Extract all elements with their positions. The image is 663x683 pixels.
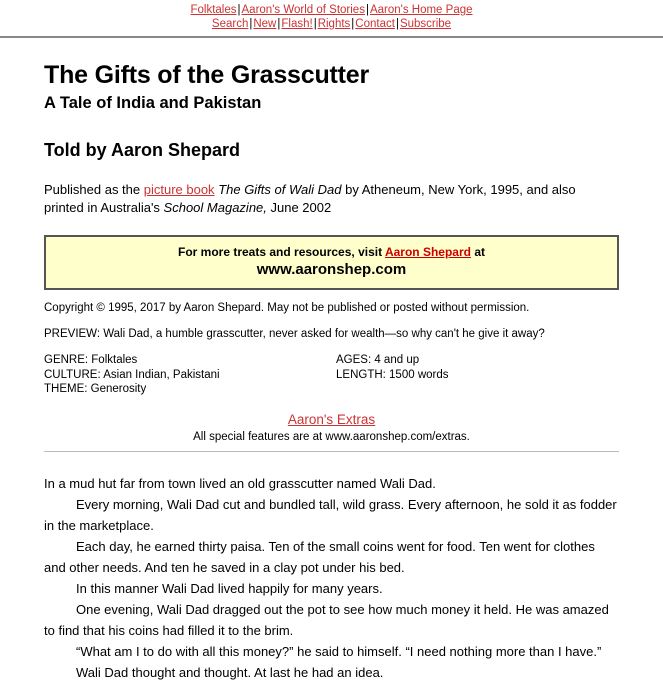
story-paragraph: In a mud hut far from town lived an old grasscutter named Wali Dad. [44, 475, 436, 491]
publication-note [44, 181, 619, 217]
top-navigation [0, 0, 663, 31]
nav-link-flash[interactable]: Flash! [281, 18, 313, 30]
copyright-notice: Copyright © 1995, 2017 by Aaron Shepard. May not be published or posted without permission. [44, 302, 530, 314]
nav-separator: | [237, 4, 241, 16]
story-paragraph: Wali Dad thought and thought. At last he had an idea. [76, 664, 384, 680]
promo-suffix: at [470, 245, 485, 259]
promo-box [44, 235, 619, 290]
story-body [44, 473, 619, 683]
story-divider [44, 451, 619, 452]
publication-middle: by Atheneum, New York, 1995, and also printed in Australia's [44, 182, 576, 215]
nav-link-subscribe[interactable]: Subscribe [399, 18, 452, 30]
nav-separator: | [249, 18, 253, 30]
metadata-length: LENGTH: 1500 words [336, 368, 449, 381]
extras-section [44, 411, 619, 445]
aaron-shepard-link[interactable]: Aaron Shepard [384, 245, 471, 259]
metadata-ages: AGES: 4 and up [336, 354, 420, 366]
header-divider [0, 36, 663, 38]
nav-link-contact[interactable]: Contact [355, 18, 395, 30]
story-paragraph: Each day, he earned thirty paisa. Ten of the small coins went for food. Ten went for clothes and other needs. And ten he saved in a clay pot under his bed. [44, 538, 595, 575]
promo-prefix: For more treats and resources, visit [178, 245, 385, 259]
metadata-table [44, 353, 619, 397]
nav-separator: | [395, 18, 399, 30]
publication-prefix: Published as the [44, 182, 144, 197]
page-subtitle: A Tale of India and Pakistan [44, 94, 262, 112]
story-paragraph: In this manner Wali Dad lived happily for many years. [76, 580, 383, 596]
metadata-row [44, 382, 619, 397]
metadata-empty [336, 382, 619, 397]
nav-separator: | [277, 18, 281, 30]
metadata-culture: CULTURE: Asian Indian, Pakistani [44, 368, 220, 381]
page-content [0, 60, 663, 683]
picture-book-link[interactable]: picture book [143, 182, 215, 197]
aarons-extras-link[interactable]: Aaron's Extras [287, 411, 376, 427]
magazine-title: School Magazine, [163, 200, 267, 215]
nav-link-search[interactable]: Search [211, 18, 249, 30]
story-paragraph: One evening, Wali Dad dragged out the pot to see how much money it held. He was amazed to find that his coins had filled it to the brim. [44, 601, 609, 638]
preview-text: PREVIEW: Wali Dad, a humble grasscutter, never asked for wealth—so why can't he give it away? [44, 328, 545, 340]
nav-separator: | [351, 18, 355, 30]
nav-link-aarons-world-of-stories[interactable]: Aaron's World of Stories [241, 4, 365, 16]
nav-link-rights[interactable]: Rights [317, 18, 351, 30]
promo-line-primary [52, 244, 611, 260]
metadata-row [44, 368, 619, 383]
promo-website-url: www.aaronshep.com [256, 261, 407, 278]
story-paragraph: Every morning, Wali Dad cut and bundled tall, wild grass. Every afternoon, he sold it as fodder in the marketplace. [44, 496, 617, 533]
publication-suffix: June 2002 [266, 200, 332, 215]
nav-row-primary [0, 3, 663, 17]
nav-separator: | [365, 4, 369, 16]
nav-link-aarons-home-page[interactable]: Aaron's Home Page [369, 4, 473, 16]
nav-row-secondary [0, 17, 663, 31]
page-title: The Gifts of the Grasscutter [44, 61, 370, 89]
nav-separator: | [313, 18, 317, 30]
extras-caption: All special features are at www.aaronshep.com/extras. [193, 430, 470, 443]
nav-link-folktales[interactable]: Folktales [190, 4, 237, 16]
metadata-row [44, 353, 619, 368]
metadata-theme: THEME: Generosity [44, 383, 147, 395]
metadata-genre: GENRE: Folktales [44, 354, 138, 366]
author-byline: Told by Aaron Shepard [44, 140, 241, 160]
story-paragraph: “What am I to do with all this money?” he said to himself. “I need nothing more than I have.” [76, 643, 602, 659]
book-title: The Gifts of Wali Dad [218, 182, 342, 197]
nav-link-new[interactable]: New [253, 18, 277, 30]
